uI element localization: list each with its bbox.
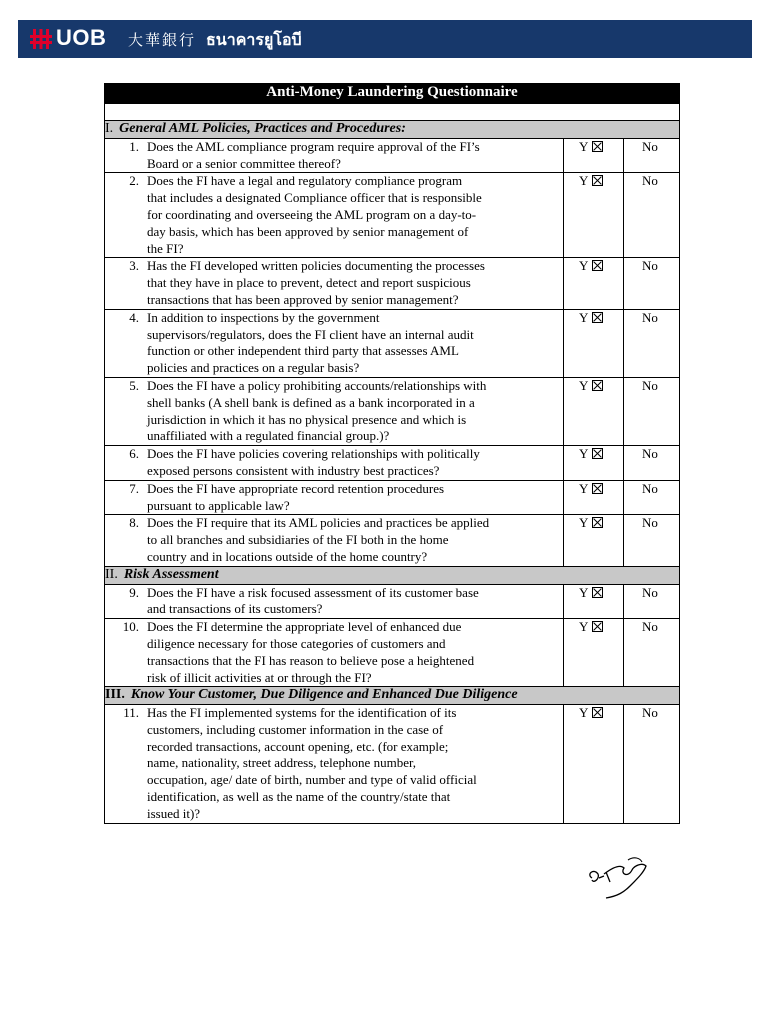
question-line: Board or a senior committee thereof? [147, 155, 341, 171]
question-number: 4. [129, 309, 139, 325]
question-cell [105, 515, 564, 566]
question-number: 2. [129, 173, 139, 189]
brand-chinese: 大華銀行 [128, 31, 197, 49]
checked-box-icon[interactable] [592, 260, 603, 271]
header-banner [18, 20, 752, 58]
question-row [105, 619, 680, 687]
no-answer-cell [624, 705, 680, 824]
brand-thai: ธนาคารยูโอบี [206, 30, 302, 49]
question-content [105, 258, 563, 308]
yes-answer-cell [564, 705, 624, 824]
no-label: No [642, 377, 658, 393]
no-label: No [642, 705, 658, 721]
checked-box-icon[interactable] [592, 448, 603, 459]
question-line: name, nationality, street address, telephone number, [147, 755, 417, 771]
yes-label: Y [579, 309, 589, 325]
yes-answer-cell [564, 584, 624, 619]
question-row [105, 258, 680, 309]
question-text [147, 705, 563, 823]
section-title: Know Your Customer, Due Diligence and Enhanced Due Diligence [130, 687, 518, 703]
question-content [105, 139, 563, 173]
question-line: customers, including customer information in the case of [147, 721, 444, 737]
question-number: 8. [129, 515, 139, 531]
checked-box-icon[interactable] [592, 141, 603, 152]
no-label: No [642, 309, 658, 325]
question-text [147, 139, 563, 173]
yes-label: Y [579, 258, 589, 274]
question-line: transactions that the FI has reason to believe pose a heightened [147, 652, 475, 668]
checked-box-icon[interactable] [592, 312, 603, 323]
questionnaire-title: Anti-Money Laundering Questionnaire [105, 84, 680, 104]
yes-label: Y [579, 705, 589, 721]
yes-answer-cell [564, 377, 624, 445]
question-line: that includes a designated Compliance officer that is responsible [147, 190, 482, 206]
question-line: Has the FI developed written policies documenting the processes [147, 258, 485, 274]
question-content [105, 585, 563, 619]
question-text [147, 619, 563, 686]
question-line: that they have in place to prevent, detect and report suspicious [147, 275, 471, 291]
question-content [105, 173, 563, 257]
no-label: No [642, 258, 658, 274]
section-title-cell [105, 121, 680, 139]
question-text [147, 173, 563, 257]
section-title: Risk Assessment [123, 566, 219, 582]
question-text [147, 481, 563, 515]
question-line: identification, as well as the name of the country/state that [147, 789, 451, 805]
question-content [105, 515, 563, 565]
question-text [147, 515, 563, 565]
brand-name: UOB [56, 25, 107, 50]
question-line: jurisdiction in which it has no physical presence and which is [147, 411, 467, 427]
question-row [105, 446, 680, 481]
question-row [105, 309, 680, 377]
yes-answer-cell [564, 309, 624, 377]
question-line: country and in locations outside of the home country? [147, 548, 428, 564]
question-line: day basis, which has been approved by senior management of [147, 223, 469, 239]
yes-answer-cell [564, 138, 624, 173]
question-cell [105, 619, 564, 687]
no-answer-cell [624, 446, 680, 481]
question-line: Has the FI implemented systems for the identification of its [147, 705, 457, 721]
yes-label: Y [579, 446, 589, 462]
question-line: the FI? [147, 240, 184, 256]
question-line: Does the FI require that its AML policies and practices be applied [147, 515, 490, 531]
question-cell [105, 446, 564, 481]
checked-box-icon[interactable] [592, 517, 603, 528]
question-cell [105, 377, 564, 445]
question-text [147, 446, 563, 480]
question-text [147, 258, 563, 308]
yes-label: Y [579, 480, 589, 496]
question-line: policies and practices on a regular basis? [147, 360, 360, 376]
question-cell [105, 258, 564, 309]
no-label: No [642, 173, 658, 189]
question-cell [105, 480, 564, 515]
question-content [105, 481, 563, 515]
spacer-row [105, 104, 680, 121]
yes-label: Y [579, 584, 589, 600]
no-label: No [642, 619, 658, 635]
no-answer-cell [624, 515, 680, 566]
question-number: 10. [122, 619, 139, 635]
checked-box-icon[interactable] [592, 587, 603, 598]
section-header [105, 566, 680, 584]
no-label: No [642, 480, 658, 496]
section-number: II. [105, 566, 118, 582]
question-line: Does the FI determine the appropriate level of enhanced due [147, 619, 462, 635]
no-label: No [642, 515, 658, 531]
no-answer-cell [624, 480, 680, 515]
question-line: Does the FI have a legal and regulatory compliance program [147, 173, 463, 189]
question-line: function or other independent third party that assesses AML [147, 343, 459, 359]
question-line: supervisors/regulators, does the FI client have an internal audit [147, 326, 474, 342]
question-content [105, 619, 563, 686]
question-line: and transactions of its customers? [147, 601, 323, 617]
no-answer-cell [624, 584, 680, 619]
question-text [147, 585, 563, 619]
section-header [105, 687, 680, 705]
question-cell [105, 309, 564, 377]
uob-logo-icon [30, 28, 52, 50]
no-label: No [642, 584, 658, 600]
yes-label: Y [579, 138, 589, 154]
question-line: exposed persons consistent with industry best practices? [147, 462, 440, 478]
question-number: 1. [129, 138, 139, 154]
question-line: shell banks (A shell bank is defined as a bank incorporated in a [147, 394, 475, 410]
checked-box-icon[interactable] [592, 707, 603, 718]
section-title: General AML Policies, Practices and Procedures: [119, 121, 406, 136]
question-row [105, 138, 680, 173]
question-row [105, 515, 680, 566]
section-number: I. [105, 121, 114, 136]
signature-icon [584, 852, 656, 902]
yes-answer-cell [564, 173, 624, 258]
question-line: risk of illicit activities at or through the FI? [147, 669, 372, 685]
question-line: occupation, age/ date of birth, number and type of valid official [147, 772, 477, 788]
question-line: transactions that has been approved by senior management? [147, 291, 459, 307]
no-label: No [642, 446, 658, 462]
question-cell [105, 138, 564, 173]
question-row [105, 377, 680, 445]
no-answer-cell [624, 377, 680, 445]
question-line: issued it)? [147, 805, 201, 821]
question-line: unaffiliated with a regulated financial group.)? [147, 428, 390, 444]
section-title-cell [105, 687, 680, 705]
yes-label: Y [579, 173, 589, 189]
question-number: 11. [123, 705, 139, 721]
question-row [105, 173, 680, 258]
section-header [105, 121, 680, 139]
yes-answer-cell [564, 258, 624, 309]
question-content [105, 310, 563, 377]
yes-label: Y [579, 619, 589, 635]
question-number: 5. [129, 377, 139, 393]
question-content [105, 378, 563, 445]
no-answer-cell [624, 173, 680, 258]
question-row [105, 480, 680, 515]
question-line: Does the AML compliance program require approval of the FI’s [147, 138, 480, 154]
yes-answer-cell [564, 480, 624, 515]
question-line: Does the FI have appropriate record retention procedures [147, 480, 445, 496]
question-line: In addition to inspections by the government [147, 309, 380, 325]
question-text [147, 378, 563, 445]
section-number: III. [105, 687, 125, 703]
no-answer-cell [624, 258, 680, 309]
yes-label: Y [579, 377, 589, 393]
question-cell [105, 584, 564, 619]
aml-questionnaire-table [104, 83, 680, 824]
no-answer-cell [624, 619, 680, 687]
question-line: recorded transactions, account opening, etc. (for example; [147, 738, 449, 754]
checked-box-icon[interactable] [592, 380, 603, 391]
question-line: Does the FI have a policy prohibiting accounts/relationships with [147, 377, 487, 393]
question-line: diligence necessary for those categories of customers and [147, 635, 446, 651]
yes-answer-cell [564, 515, 624, 566]
yes-answer-cell [564, 619, 624, 687]
question-line: for coordinating and overseeing the AML program on a day-to- [147, 206, 477, 222]
question-number: 7. [129, 480, 139, 496]
question-content [105, 446, 563, 480]
question-content [105, 705, 563, 823]
question-number: 9. [129, 584, 139, 600]
section-title-cell [105, 566, 680, 584]
question-line: to all branches and subsidiaries of the FI both in the home [147, 532, 449, 548]
question-line: Does the FI have policies covering relationships with politically [147, 446, 480, 462]
question-number: 6. [129, 446, 139, 462]
question-line: pursuant to applicable law? [147, 497, 290, 513]
question-number: 3. [129, 258, 139, 274]
no-answer-cell [624, 138, 680, 173]
question-row [105, 705, 680, 824]
yes-answer-cell [564, 446, 624, 481]
checked-box-icon[interactable] [592, 483, 603, 494]
question-cell [105, 173, 564, 258]
question-text [147, 310, 563, 377]
checked-box-icon[interactable] [592, 621, 603, 632]
question-cell [105, 705, 564, 824]
no-answer-cell [624, 309, 680, 377]
title-row [105, 84, 680, 104]
checked-box-icon[interactable] [592, 175, 603, 186]
question-row [105, 584, 680, 619]
yes-label: Y [579, 515, 589, 531]
no-label: No [642, 138, 658, 154]
question-line: Does the FI have a risk focused assessment of its customer base [147, 584, 479, 600]
